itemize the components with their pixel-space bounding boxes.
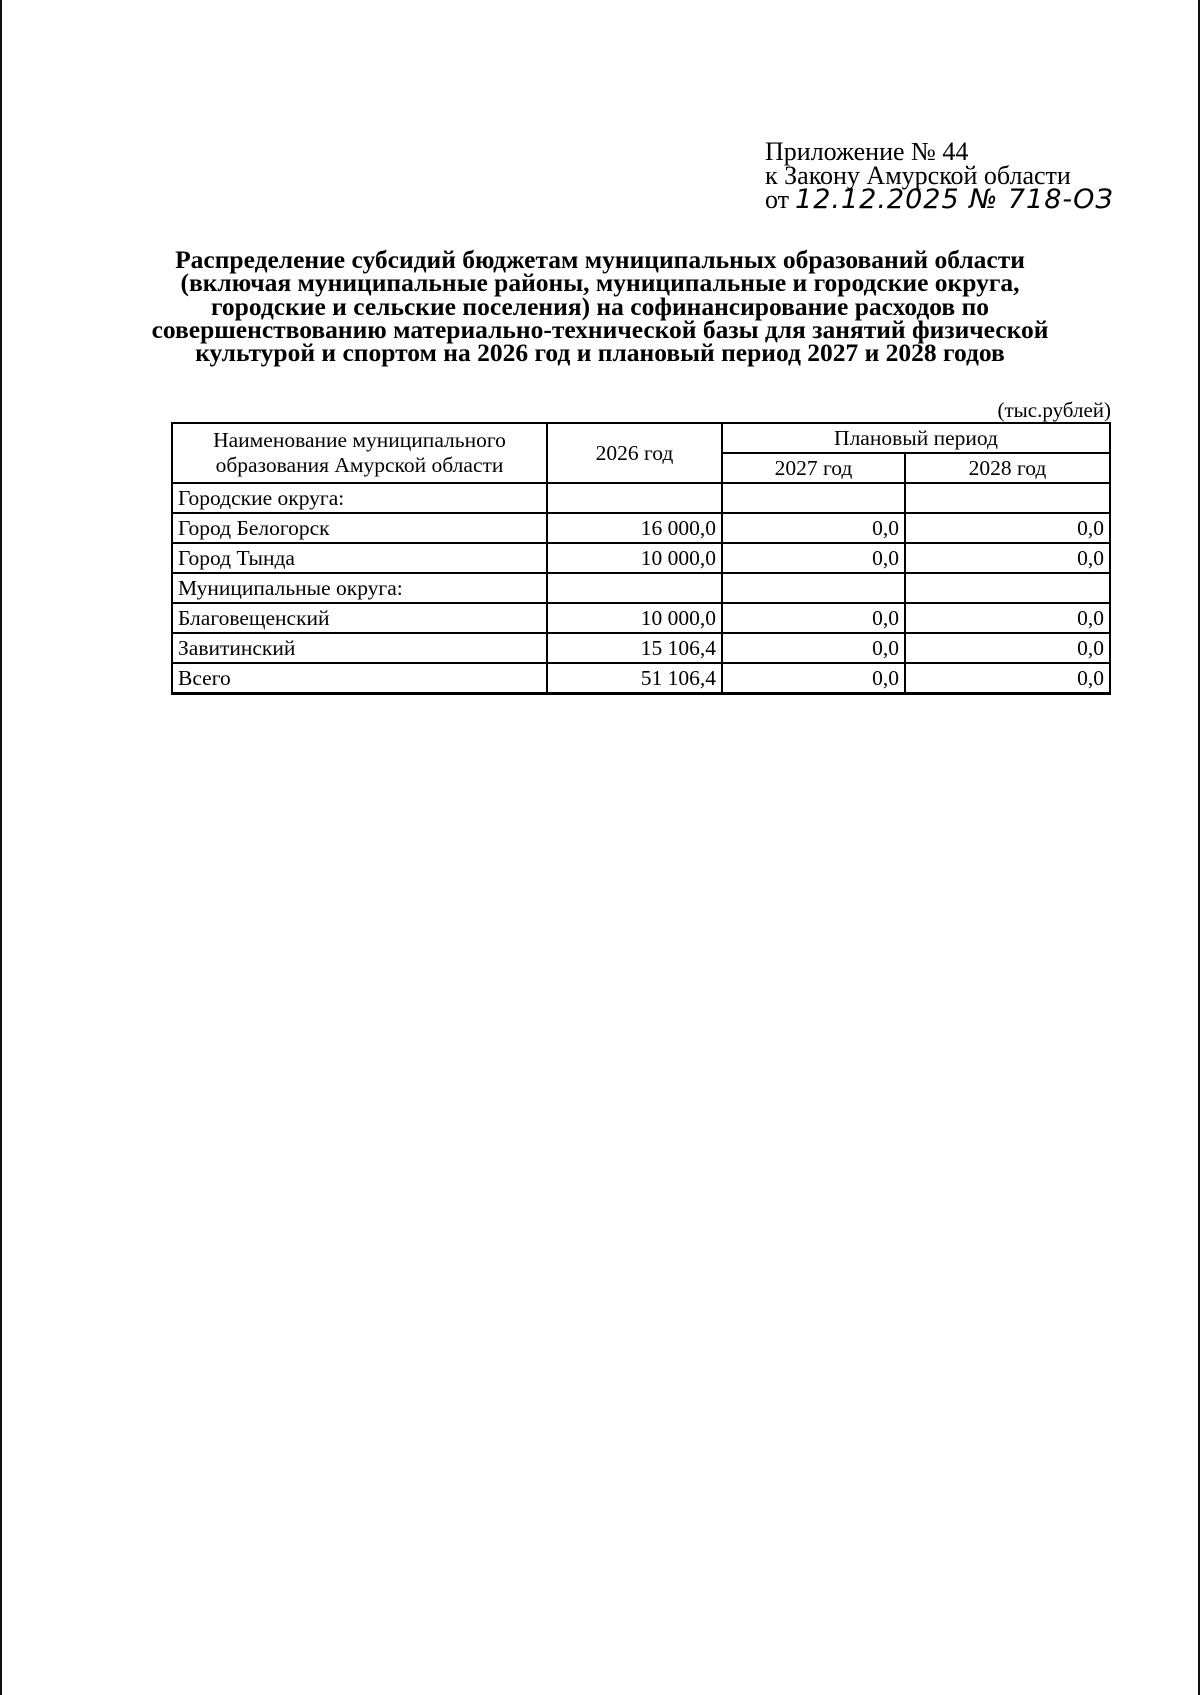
value-2028: 0,0 xyxy=(905,633,1110,663)
table-row xyxy=(172,513,1110,543)
value-2027: 0,0 xyxy=(722,633,905,663)
municipality-name: Город Белогорск xyxy=(172,513,547,543)
header-2027: 2027 год xyxy=(722,453,905,483)
header-2026: 2026 год xyxy=(547,423,722,483)
value-2027: 0,0 xyxy=(722,513,905,543)
section-title: Муниципальные округа: xyxy=(172,573,547,603)
units-label: (тыс.рублей) xyxy=(997,398,1111,422)
table-row xyxy=(172,603,1110,633)
table-row xyxy=(172,633,1110,663)
appendix-date-line xyxy=(765,184,1114,215)
value-2027: 0,0 xyxy=(722,543,905,573)
total-2027: 0,0 xyxy=(722,663,905,694)
table-row xyxy=(172,543,1110,573)
total-2028: 0,0 xyxy=(905,663,1110,694)
total-row xyxy=(172,663,1110,694)
scan-edge-left xyxy=(0,0,2,1695)
section-row xyxy=(172,573,1110,603)
municipality-name: Завитинский xyxy=(172,633,547,663)
appendix-number: Приложение № 44 xyxy=(765,137,969,166)
value-2026: 16 000,0 xyxy=(547,513,722,543)
value-2027: 0,0 xyxy=(722,603,905,633)
municipality-name: Благовещенский xyxy=(172,603,547,633)
section-title: Городские округа: xyxy=(172,483,547,513)
appendix-law: к Закону Амурской области xyxy=(765,161,1071,190)
appendix-date-prefix: от xyxy=(765,185,790,214)
header-2028: 2028 год xyxy=(905,453,1110,483)
value-2026: 10 000,0 xyxy=(547,543,722,573)
value-2026: 15 106,4 xyxy=(547,633,722,663)
section-row xyxy=(172,483,1110,513)
municipality-name: Город Тында xyxy=(172,543,547,573)
header-planning-period: Плановый период xyxy=(722,423,1110,453)
appendix-reference xyxy=(765,137,1114,215)
value-2028: 0,0 xyxy=(905,513,1110,543)
value-2026: 10 000,0 xyxy=(547,603,722,633)
subsidy-table xyxy=(171,422,1111,695)
document-title: Распределение субсидий бюджетам муниципальных образований области (включая муниципальные районы, муниципальные и городские округа, городские и сельские поселения) на софинансирование расходов по совершенствованию материально-технической базы для занятий физической культурой и спортом на 2026 год и плановый период 2027 и 2028 годов xyxy=(151,245,1049,368)
value-2028: 0,0 xyxy=(905,603,1110,633)
total-2026: 51 106,4 xyxy=(547,663,722,694)
handwritten-date-number: 12.12.2025 № 718-ОЗ xyxy=(795,184,1114,215)
total-label: Всего xyxy=(172,663,547,694)
value-2028: 0,0 xyxy=(905,543,1110,573)
header-municipality: Наименование муниципального образования Амурской области xyxy=(172,423,547,483)
